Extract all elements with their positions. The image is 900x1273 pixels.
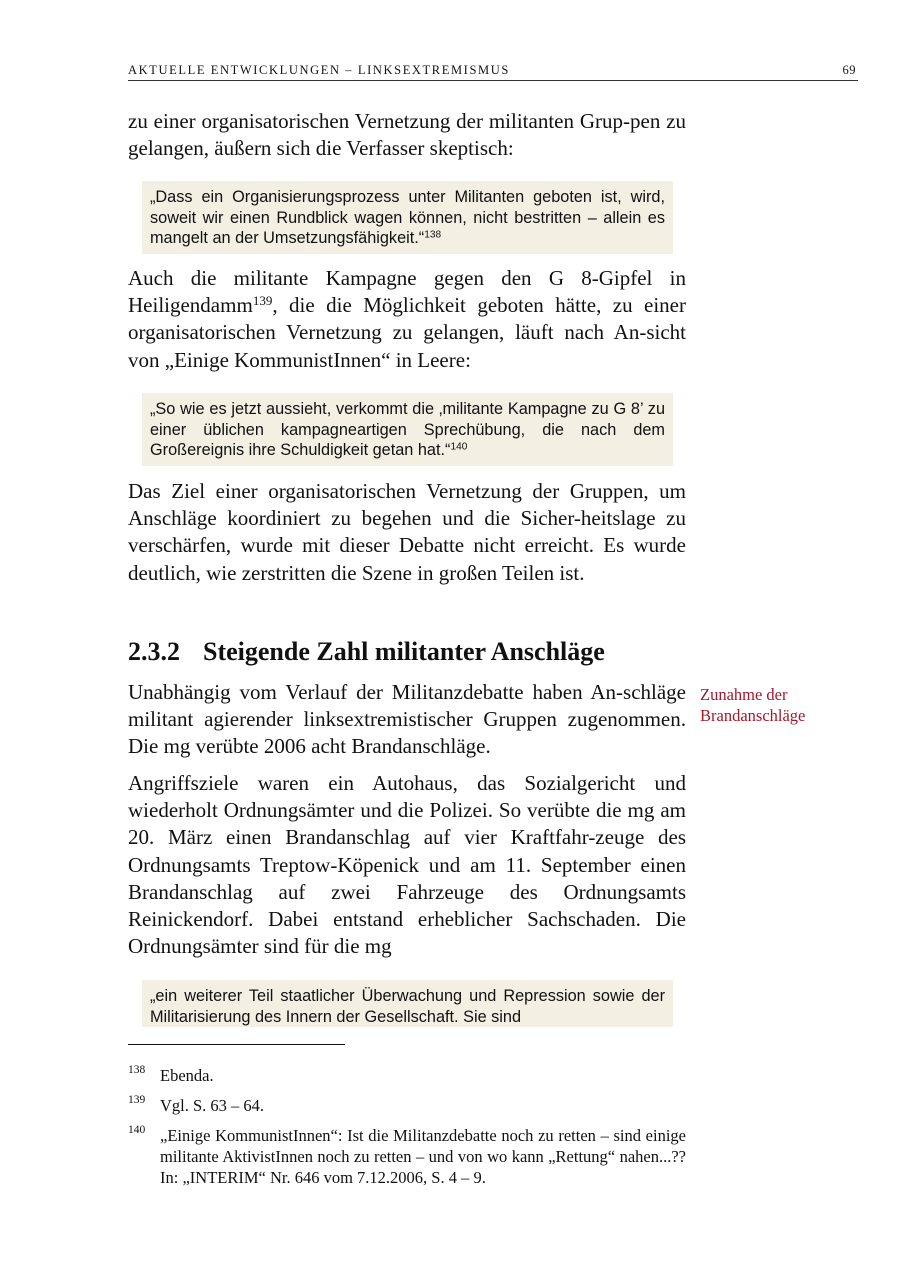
- footnote-separator: [128, 1044, 345, 1045]
- block-quote: [142, 393, 673, 466]
- footnote-ref: 139: [252, 293, 273, 309]
- footnote-text: Ebenda.: [160, 1066, 214, 1085]
- page-number: 69: [842, 63, 856, 77]
- paragraph-text: Auch die militante Kampagne gegen den G 8-Gipfel in Heiligendamm: [128, 266, 686, 318]
- paragraph: Das Ziel einer organisatorischen Vernetzung der Gruppen, um Anschläge koordiniert zu begehen und die Sicher-heitslage zu verschärfen, wurde mit dieser Debatte nicht erreicht. Es wurde deutlich, wie zerstritten die Szene in großen Teilen ist.: [128, 479, 686, 585]
- section-heading: [128, 636, 605, 668]
- paragraph: [128, 265, 686, 374]
- paragraph: Angriffsziele waren ein Autohaus, das Sozialgericht und wiederholt Ordnungsämter und die Polizei. So verübte die mg am 20. März einen Brandanschlag auf vier Kraftfahr-zeuge des Ordnungsamts Treptow-Köpenick und am 11. September einen Brandanschlag auf zwei Fahrzeuge des Ordnungsamts Reinickendorf. Dabei entstand erheblicher Sachschaden. Die Ordnungsämter sind für die mg: [128, 771, 686, 959]
- margin-note: [700, 684, 860, 726]
- quote-text: „ein weiterer Teil staatlicher Überwachung und Repression sowie der Militarisierung des Innern der Gesellschaft. Sie sind: [150, 987, 665, 1026]
- section-number: 2.3.2: [128, 637, 180, 666]
- running-title: AKTUELLE ENTWICKLUNGEN – LINKSEXTREMISMUS: [128, 63, 510, 77]
- footnote-number: 139: [128, 1094, 146, 1106]
- quote-text: „So wie es jetzt aussieht, verkommt die ‚militante Kampagne zu G 8’ zu einer üblichen kampagneartigen Sprechübung, die nach dem Großereignis ihre Schuldigkeit getan hat.“: [150, 400, 665, 460]
- margin-note-line: Brandanschläge: [700, 706, 806, 725]
- section-title: Steigende Zahl militanter Anschläge: [203, 637, 605, 666]
- block-quote: [142, 980, 673, 1027]
- footnote-number: 138: [128, 1064, 146, 1076]
- quote-text: „Dass ein Organisierungsprozess unter Militanten geboten ist, wird, soweit wir einen Rundblick wagen können, nicht bestritten – allein es mangelt an der Umsetzungsfähigkeit.“: [150, 188, 665, 248]
- paragraph: Unabhängig vom Verlauf der Militanzdebatte haben An-schläge militant agierender linksextremistischer Gruppen zugenommen. Die mg verübte 2006 acht Brandanschläge.: [128, 680, 686, 759]
- footnote-text: „Einige KommunistInnen“: Ist die Militanzdebatte noch zu retten – sind einige militante AktivistInnen noch zu retten – und von wo kann „Rettung“ nahen...?? In: „INTERIM“ Nr. 646 vom 7.12.2006, S. 4 – 9.: [160, 1126, 686, 1187]
- paragraph: zu einer organisatorischen Vernetzung der militanten Grup-pen zu gelangen, äußern sich die Verfasser skeptisch:: [128, 109, 686, 161]
- footnote-text: Vgl. S. 63 – 64.: [160, 1096, 265, 1115]
- running-header: [128, 62, 858, 81]
- block-quote: [142, 181, 673, 254]
- paragraph-text: , die die Möglichkeit geboten hätte, zu einer organisatorischen Vernetzung zu gelangen, läuft nach An-sicht von „Einige KommunistInnen“ in Leere:: [128, 293, 686, 372]
- margin-note-line: Zunahme der: [700, 685, 788, 704]
- footnote-ref: 138: [424, 229, 442, 241]
- footnote-number: 140: [128, 1124, 146, 1136]
- footnote-ref: 140: [450, 441, 468, 453]
